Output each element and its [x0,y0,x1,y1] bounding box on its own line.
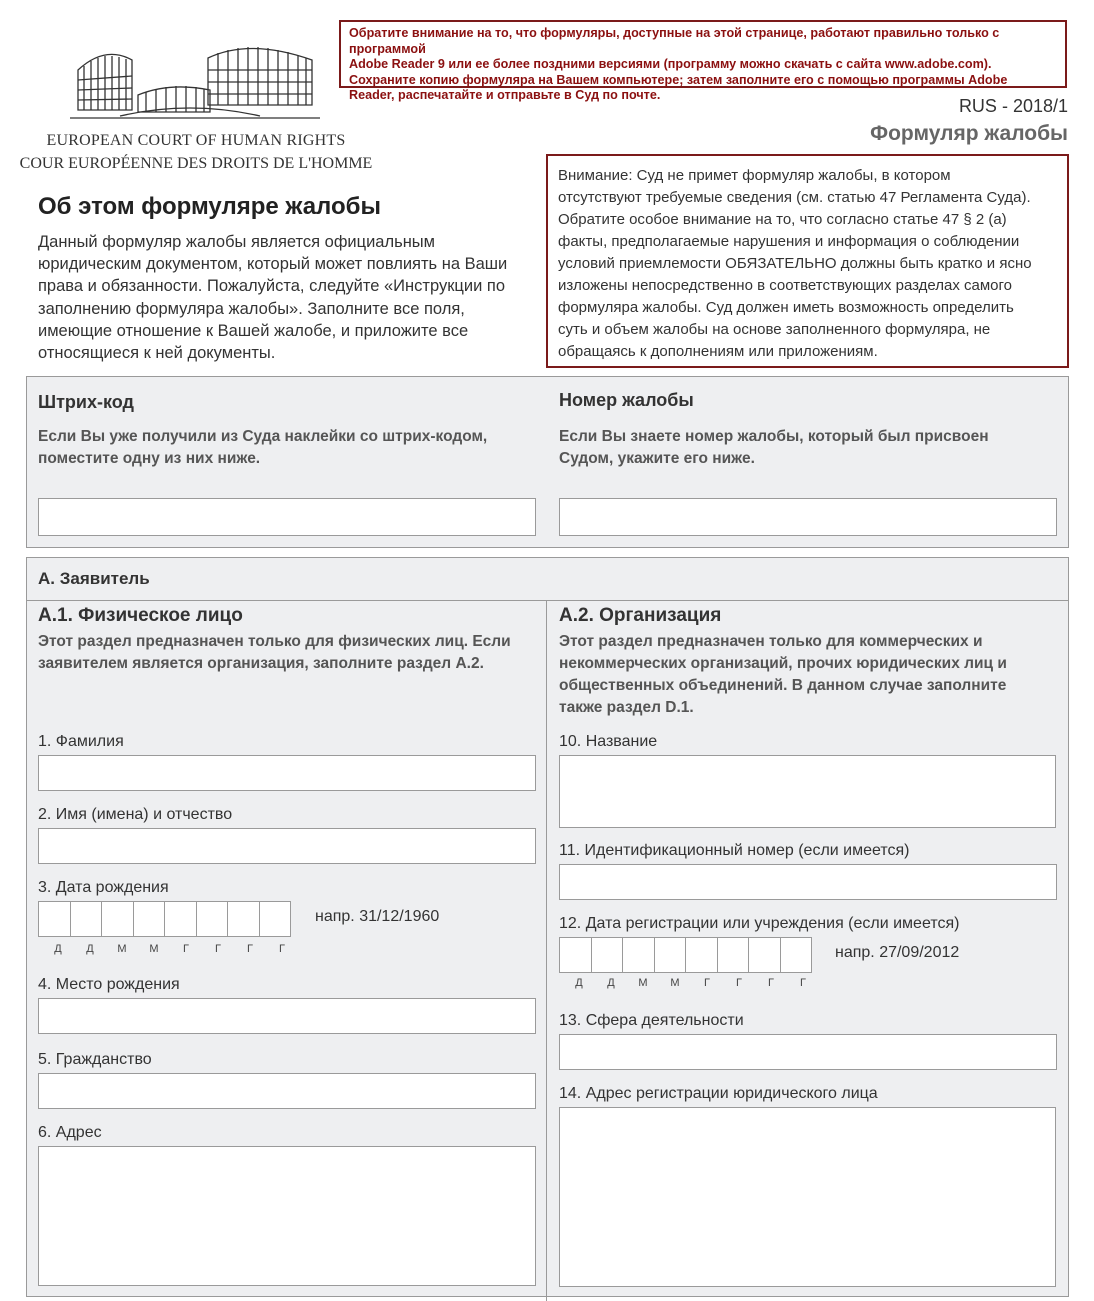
format-letter: Д [86,943,94,955]
about-text [38,231,538,364]
first-name-field[interactable] [38,828,536,864]
warning-line: Обратите особое внимание на то, что согласно статье 47 § 2 (а) [558,211,1007,228]
format-letter: Г [247,943,253,955]
format-letter: М [638,977,648,989]
date-digit-box[interactable] [748,937,781,973]
desc-line: Если Вы уже получили из Суда наклейки со штрих-кодом, [38,428,488,445]
birth-date-label: 3. Дата рождения [38,879,169,896]
warning-line: отсутствуют требуемые сведения (см. статью 47 Регламента Суда). [558,189,1031,206]
date-digit-box[interactable] [685,937,718,973]
warning-line: формуляра жалобы. Суд должен иметь возможность определить [558,299,1014,316]
surname-label: 1. Фамилия [38,733,124,750]
barcode-title: Штрих-код [38,392,134,412]
org-name-field[interactable] [559,755,1056,828]
first-name-label: 2. Имя (имена) и отчество [38,806,233,823]
date-digit-box[interactable] [38,901,71,937]
date-digit-box[interactable] [101,901,134,937]
date-digit-box[interactable] [196,901,229,937]
birth-place-field[interactable] [38,998,536,1034]
form-code: RUS - 2018/1 [958,96,1068,116]
date-digit-box[interactable] [717,937,750,973]
org-id-label: 11. Идентификационный номер (если имеется) [559,842,910,859]
desc-line: заявителем является организация, заполните раздел А.2. [38,655,484,672]
desc-line: Этот раздел предназначен только для коммерческих и [559,633,983,650]
org-name-label: 10. Название [559,733,658,750]
date-digit-box[interactable] [591,937,624,973]
individual-desc [38,631,543,675]
birth-date-field[interactable] [38,901,290,937]
org-id-field[interactable] [559,864,1057,900]
format-letter: Д [54,943,62,955]
address-label: 6. Адрес [38,1124,102,1141]
date-digit-box[interactable] [259,901,292,937]
about-line: права и обязанности. Пожалуйста, следуйте «Инструкции по [38,277,506,296]
warning-line: условий приемлемости ОБЯЗАТЕЛЬНО должны быть кратко и ясно [558,255,1032,272]
registration-date-example: напр. 27/09/2012 [835,944,960,961]
format-letter: Г [736,977,742,989]
notice-line: Reader, распечатайте и отправьте в Суд по почте. [349,88,661,103]
notice-line: Обратите внимание на то, что формуляры, доступные на этой странице, работают правильно только с программой [349,26,1000,56]
nationality-label: 5. Гражданство [38,1051,152,1068]
warning-line: обращаясь к дополнениям или приложениям. [558,343,878,360]
date-digit-box[interactable] [164,901,197,937]
warning-line: факты, предполагаемые нарушения и информация о соблюдении [558,233,1020,250]
birth-date-format [42,943,298,955]
format-letter: М [117,943,127,955]
date-digit-box[interactable] [622,937,655,973]
date-digit-box[interactable] [654,937,687,973]
surname-field[interactable] [38,755,536,791]
column-divider [546,601,547,1301]
date-digit-box[interactable] [133,901,166,937]
individual-title: A.1. Физическое лицо [38,605,243,626]
format-letter: Г [215,943,221,955]
desc-line: общественных объединений. В данном случае заполните [559,677,1007,694]
activity-field[interactable] [559,1034,1057,1070]
registration-date-field[interactable] [559,937,811,973]
app-number-field[interactable] [559,498,1057,536]
desc-line: также раздел D.1. [559,699,694,716]
about-line: юридическим документом, который может повлиять на Ваши [38,255,508,274]
about-title: Об этом формуляре жалобы [38,193,381,220]
app-number-title: Номер жалобы [559,390,694,410]
barcode-desc [38,426,538,470]
adobe-notice-box [339,20,1067,103]
format-letter: Г [279,943,285,955]
format-letter: Г [768,977,774,989]
notice-line: Сохраните копию формуляра на Вашем компьютере; затем заполните его с помощью программы Adobe [349,72,1008,87]
desc-line: поместите одну из них ниже. [38,450,261,467]
date-digit-box[interactable] [559,937,592,973]
birth-date-example: напр. 31/12/1960 [315,908,440,925]
court-name-fr: COUR EUROPÉENNE DES DROITS DE L'HOMME [19,155,373,172]
date-digit-box[interactable] [227,901,260,937]
barcode-field[interactable] [38,498,536,536]
registration-date-format [563,977,819,989]
registration-date-label: 12. Дата регистрации или учреждения (если имеется) [559,915,960,932]
birth-place-label: 4. Место рождения [38,976,180,993]
court-building-logo [60,40,330,140]
warning-line: изложены непосредственно в соответствующих разделах самого [558,277,1013,294]
desc-line: Если Вы знаете номер жалобы, который был присвоен [559,428,989,445]
notice-line: Adobe Reader 9 или ее более поздними версиями (программу можно скачать с сайта www.adobe.com). [349,57,992,72]
registered-address-label: 14. Адрес регистрации юридического лица [559,1085,878,1102]
format-letter: Д [575,977,583,989]
desc-line: Судом, укажите его ниже. [559,450,755,467]
about-line: Данный формуляр жалобы является официальным [38,233,436,251]
format-letter: М [149,943,159,955]
date-digit-box[interactable] [780,937,813,973]
about-line: относящиеся к ней документы. [38,344,276,363]
organisation-title: A.2. Организация [559,605,722,626]
format-letter: Д [607,977,615,989]
warning-line: суть и объем жалобы на основе заполненного формуляра, не [558,321,991,338]
format-letter: Г [183,943,189,955]
section-a-title: A. Заявитель [38,569,150,588]
format-letter: Г [800,977,806,989]
address-field[interactable] [38,1146,536,1286]
app-number-desc [559,426,1059,470]
warning-line: Внимание: Суд не примет формуляр жалобы, в котором [558,167,951,184]
desc-line: Этот раздел предназначен только для физических лиц. Если [38,633,511,650]
organisation-desc [559,631,1064,719]
nationality-field[interactable] [38,1073,536,1109]
warning-box [546,154,1069,368]
registered-address-field[interactable] [559,1107,1056,1287]
activity-label: 13. Сфера деятельности [559,1012,744,1029]
date-digit-box[interactable] [70,901,103,937]
format-letter: М [670,977,680,989]
about-line: заполнению формуляра жалобы». Заполните все поля, [38,299,465,318]
court-name-en: EUROPEAN COURT OF HUMAN RIGHTS [46,132,346,149]
applicant-section-header [26,557,1069,601]
desc-line: некоммерческих организаций, прочих юридических лиц и [559,655,1007,672]
about-line: имеющие отношение к Вашей жалобе, и приложите все [38,321,469,340]
form-title: Формуляр жалобы [870,122,1068,145]
format-letter: Г [704,977,710,989]
